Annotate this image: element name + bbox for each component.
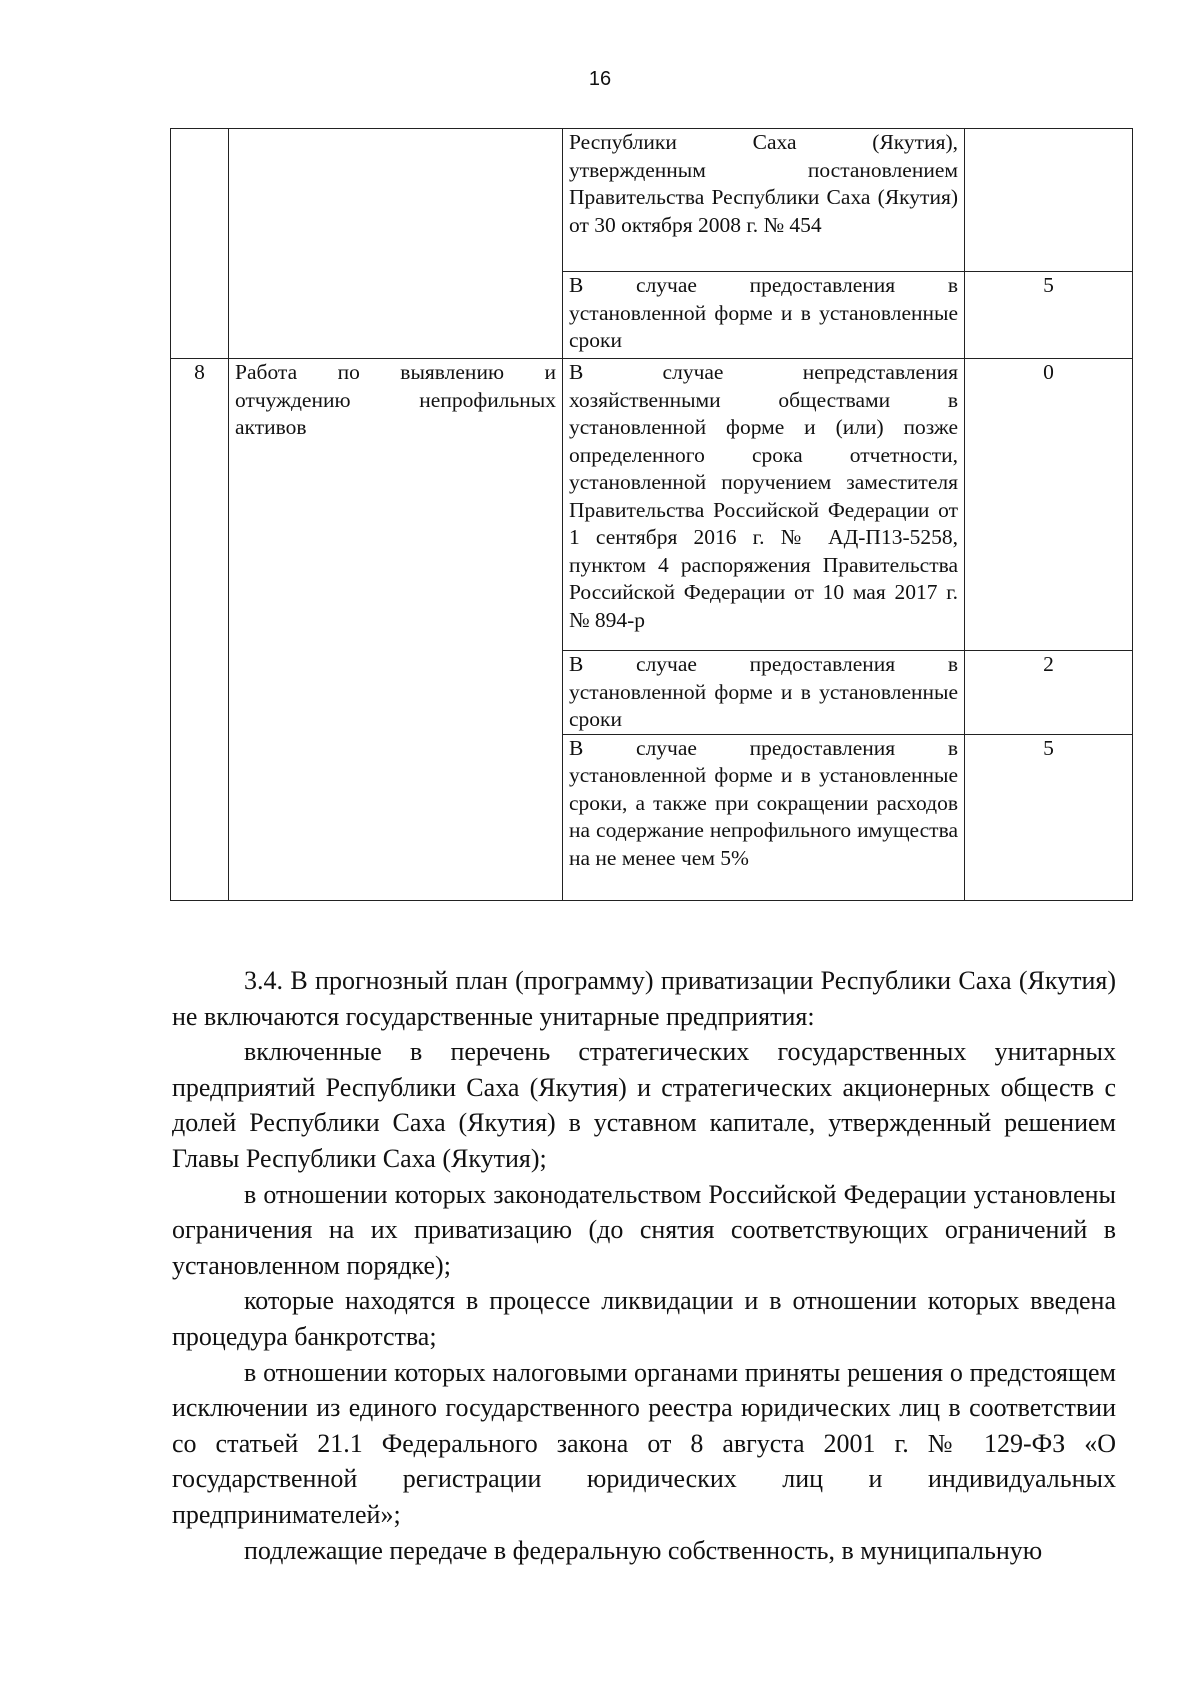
paragraph: 3.4. В прогнозный план (программу) приватизации Республики Саха (Якутия) не включаются государственные унитарные предприятия: <box>172 966 1116 1031</box>
condition-cell: Республики Саха (Якутия), утвержденным постановлением Правительства Республики Саха (Якутия) от 30 октября 2008 г. № 454 <box>563 129 965 272</box>
paragraph: подлежащие передаче в федеральную собственность, в муниципальную <box>244 1535 1043 1565</box>
criteria-table <box>170 128 1133 901</box>
criterion-name-cell <box>229 129 563 359</box>
score-cell <box>965 129 1133 272</box>
paragraph: включенные в перечень стратегических государственных унитарных предприятий Республики Саха (Якутия) и стратегических акционерных обществ с долей Республики Саха (Якутия) в уставном капитале, утвержденный решением Главы Республики Саха (Якутия); <box>172 1037 1116 1173</box>
condition-cell: В случае предоставления в установленной форме и в установленные сроки <box>563 272 965 359</box>
paragraph: в отношении которых налоговыми органами приняты решения о предстоящем исключении из единого государственного реестра юридических лиц в соответствии со статьей 21.1 Федерального закона от 8 августа 2001 г. № 129-ФЗ «О государственной регистрации юридических лиц и индивидуальных предпринимателей»; <box>172 1357 1116 1529</box>
score-cell: 2 <box>965 651 1133 735</box>
body-text <box>172 963 1116 1568</box>
condition-cell: В случае предоставления в установленной форме и в установленные сроки <box>563 651 965 735</box>
condition-cell: В случае непредставления хозяйственными обществами в установленной форме и (или) позже определенного срока отчетности, установленной поручением заместителя Правительства Российской Федерации от 1 сентября 2016 г. № АД-П13-5258, пунктом 4 распоряжения Правительства Российской Федерации от 10 мая 2017 г. № 894-р <box>563 359 965 651</box>
table-row <box>171 129 1133 272</box>
score-cell: 0 <box>965 359 1133 651</box>
score-cell: 5 <box>965 734 1133 900</box>
row-number-cell <box>171 129 229 359</box>
score-cell: 5 <box>965 272 1133 359</box>
paragraph: в отношении которых законодательством Российской Федерации установлены ограничения на их приватизацию (до снятия соответствующих ограничений в установленном порядке); <box>172 1179 1116 1280</box>
paragraph: которые находятся в процессе ликвидации и в отношении которых введена процедура банкротства; <box>172 1286 1116 1351</box>
criterion-name-cell: Работа по выявлению и отчуждению непрофильных активов <box>229 359 563 901</box>
page-number: 16 <box>588 68 612 90</box>
row-number-cell: 8 <box>171 359 229 901</box>
table-row <box>171 359 1133 651</box>
condition-cell: В случае предоставления в установленной форме и в установленные сроки, а также при сокращении расходов на содержание непрофильного имущества на не менее чем 5% <box>563 734 965 900</box>
